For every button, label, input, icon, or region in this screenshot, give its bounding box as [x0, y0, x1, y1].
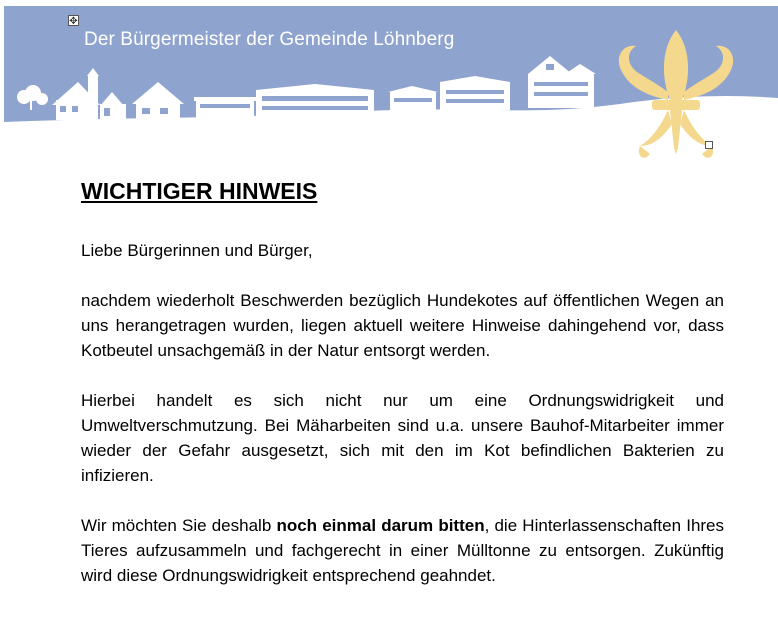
- banner-graphic: [0, 0, 778, 180]
- move-handle-icon[interactable]: ✥: [69, 16, 78, 27]
- header-title: Der Bürgermeister der Gemeinde Löhnberg: [84, 29, 455, 50]
- letter-paragraph-3: [81, 513, 724, 588]
- paragraph-3-rest: , die Hinterlassenschaften Ihres Tieres aufzusammeln und fachgerecht in einer Mülltonne zu entsorgen. Zukünftig wird diese Ordnungswidrigkeit entsprechend geahndet.: [81, 516, 725, 585]
- letter-greeting: Liebe Bürgerinnen und Bürger,: [81, 241, 313, 260]
- paragraph-3-intro: Wir möchten Sie deshalb: [81, 516, 277, 535]
- resize-handle-icon[interactable]: [705, 141, 713, 149]
- paragraph-3-emphasis: noch einmal darum bitten: [276, 516, 485, 535]
- letter-body: [81, 176, 724, 588]
- header-banner: [0, 0, 778, 180]
- letter-heading: WICHTIGER HINWEIS: [81, 178, 318, 204]
- letter-paragraph-1: nachdem wiederholt Beschwerden bezüglich Hundekotes auf öffentlichen Wegen an uns herangetragen wurden, liegen aktuell weitere Hinweise dahingehend vor, dass Kotbeutel unsachgemäß in der Natur entsorgt werden.: [81, 291, 724, 360]
- letter-paragraph-2: Hierbei handelt es sich nicht nur um eine Ordnungswidrigkeit und Umweltverschmutzung. Bei Mäharbeiten sind u.a. unsere Bauhof-Mitarbeiter immer wieder der Gefahr ausgesetzt, sich mit den im Kot befindlichen Bakterien zu infizieren.: [81, 391, 724, 485]
